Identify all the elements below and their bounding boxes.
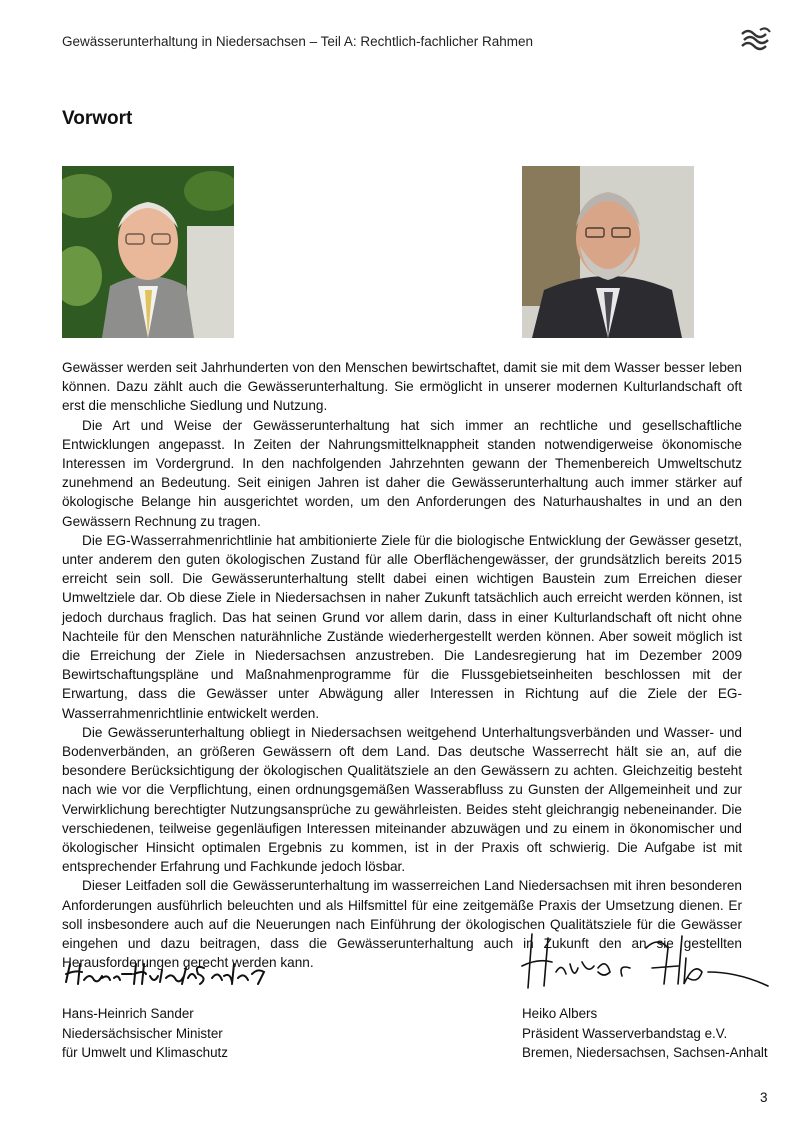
portrait-photo-albers (522, 166, 694, 338)
page-number: 3 (760, 1090, 768, 1105)
page-title: Vorwort (62, 108, 133, 129)
signer-name: Hans-Heinrich Sander (62, 1006, 194, 1021)
paragraph: Dieser Leitfaden soll die Gewässerunterhaltung im wasserreichen Land Niedersachsen mit ihren besonderen Anforderungen ausführlich beleuchten und als Hilfsmittel für eine zeitgemäße Praxis der Umsetzung dienen. Er soll insbesondere auch auf die Neuerungen nach Einführung der ökologischen Qualitätsziele für die Gewässer eingehen und dazu beitragen, dass die Gewässerunterhaltung auch in Zukunft den an sie gestellten Herausforderungen gerecht werden kann. (62, 878, 742, 971)
paragraph: Die EG-Wasserrahmenrichtlinie hat ambitionierte Ziele für die biologische Entwicklung der Gewässer gesetzt, unter anderem den guten ökologischen Zustand für alle Oberflächengewässer, der grundsätzlich bereits 2015 erreicht sein soll. Die Gewässerunterhaltung stellt dabei einen wichtigen Baustein zum Erreichen dieser Umweltziele dar. Ob diese Ziele in Niedersachsen in naher Zukunft tatsächlich auch erreicht werden können, ist jedoch durchaus fraglich. Das hat seinen Grund vor allem darin, dass in einer Kulturlandschaft oft nicht ohne Nachteile für den Menschen naturähnliche Zustände wiederhergestellt werden können. Aber soweit möglich ist die Erreichung der Ziele in Niedersachsen anzustreben. Die Landesregierung hat im Dezember 2009 Bewirtschaftungspläne und Maßnahmenprogramme für die Flussgebietseinheiten beschlossen mit der Erwartung, dass die Gewässer unter Abwägung aller Interessen in Richtung auf die Ziele der EG-Wasserrahmenrichtlinie entwickelt werden. (62, 532, 742, 721)
signer-name: Heiko Albers (522, 1006, 598, 1021)
signer-block-right (522, 1004, 768, 1063)
signer-title: für Umwelt und Klimaschutz (62, 1045, 228, 1060)
signer-title: Bremen, Niedersachsen, Sachsen-Anhalt (522, 1045, 768, 1060)
signature-sander (62, 956, 272, 992)
water-waves-logo-icon (740, 26, 772, 52)
paragraph: Die Art und Weise der Gewässerunterhaltung hat sich immer an rechtliche und gesellschaftliche Entwicklungen angepasst. In Zeiten der Nahrungsmittelknappheit standen notwendigerweise ökonomische Interessen im Vordergrund. In den nachfolgenden Jahrzehnten gewann der Themenbereich Umweltschutz zunehmend an Bedeutung. Seit einigen Jahren ist daher die Gewässerunterhaltung auch immer stärker auf ökologische Belange hin ausgerichtet worden, um den Anforderungen des Naturhaushaltes in und an den Gewässern Rechnung zu tragen. (62, 417, 742, 529)
paragraph: Gewässer werden seit Jahrhunderten von den Menschen bewirtschaftet, damit sie mit dem Wasser besser leben können. Dazu zählt auch die Gewässerunterhaltung. Sie ermöglicht in unserer modernen Kulturlandschaft oft erst die menschliche Siedlung und Nutzung. (62, 360, 742, 414)
paragraph: Die Gewässerunterhaltung obliegt in Niedersachsen weitgehend Unterhaltungsverbänden und Wasser- und Bodenverbänden, an größeren Gewässern oft dem Land. Das deutsche Wasserrecht hält sie an, auf die besondere Berücksichtigung der ökologischen Qualitätsziele an den Gewässern zu achten. Gleichzeitig besteht nach wie vor die Verpflichtung, einen ordnungsgemäßen Wasserabfluss zu Gunsten der Allgemeinheit und zur Verwirklichung berechtigter Nutzungsansprüche zu gewährleisten. Beides steht gleichrangig nebeneinander. Die verschiedenen, teilweise gegenläufigen Interessen miteinander abzuwägen und zu einem in ökonomischer und ökologischer Hinsicht optimalen Ergebnis zu kommen, ist in der Praxis oft schwierig. Die Aufgabe ist mit entsprechender Erfahrung und Fachkunde jedoch lösbar. (62, 724, 742, 875)
running-header: Gewässerunterhaltung in Niedersachsen – Teil A: Rechtlich-fachlicher Rahmen (62, 34, 533, 49)
signer-block-left (62, 1004, 228, 1063)
portrait-photo-sander (62, 166, 234, 338)
signer-title: Niedersächsischer Minister (62, 1025, 223, 1041)
signature-albers (518, 928, 778, 1000)
signer-title: Präsident Wasserverbandstag e.V. (522, 1025, 728, 1041)
foreword-body (62, 358, 742, 973)
